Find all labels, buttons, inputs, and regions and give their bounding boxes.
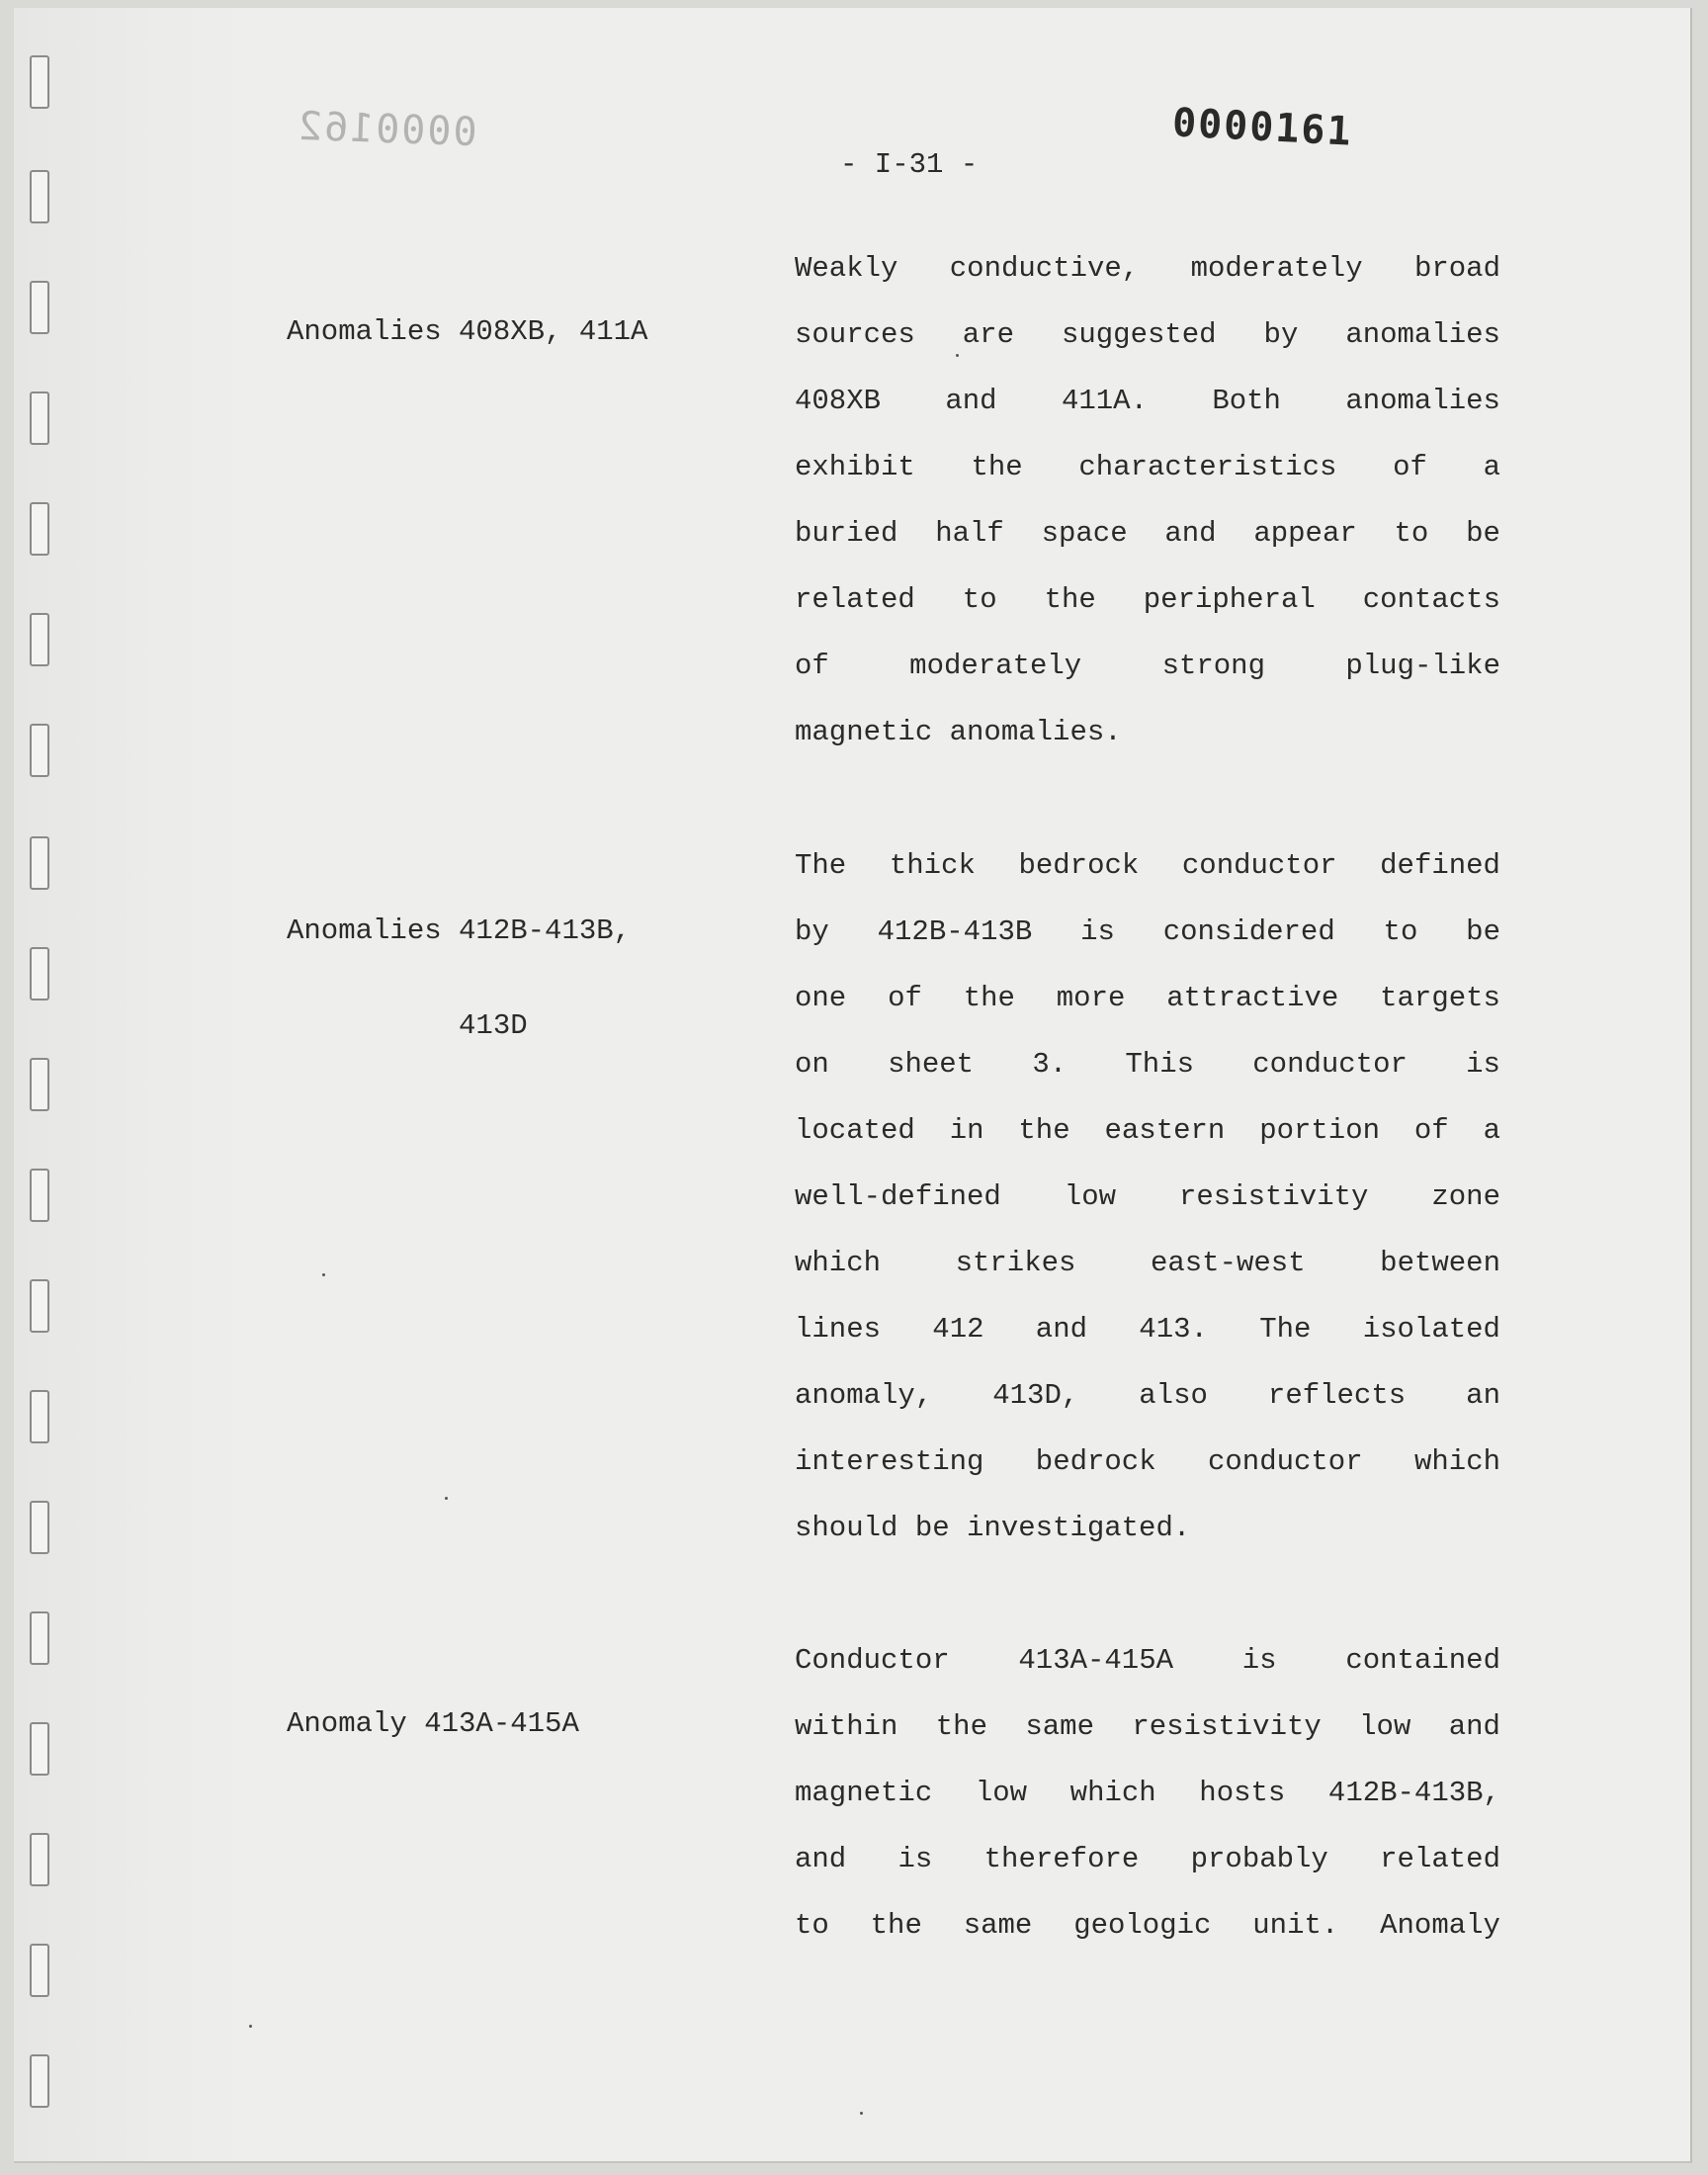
entry-body <box>795 235 1500 765</box>
entry-body <box>795 1627 1500 1958</box>
body-word: to <box>795 1909 829 1942</box>
punch-hole <box>30 724 49 777</box>
body-word: resistivity <box>1178 1180 1369 1213</box>
punch-hole <box>30 1501 49 1554</box>
body-word: in <box>949 1114 984 1147</box>
entry-label <box>287 852 631 1074</box>
body-line <box>795 1031 1500 1097</box>
body-word: probably <box>1190 1843 1328 1875</box>
body-line <box>795 1429 1500 1495</box>
punch-hole <box>30 947 49 1000</box>
body-word: and <box>795 1843 847 1875</box>
body-word: low <box>975 1777 1028 1809</box>
body-word: 411A. <box>1061 385 1148 417</box>
body-word: of <box>1413 1114 1449 1147</box>
body-word: to <box>1383 915 1418 948</box>
body-word: and <box>1448 1710 1500 1743</box>
body-word: moderately <box>1190 252 1363 285</box>
body-word: magnetic <box>795 1777 933 1809</box>
body-word: strong <box>1161 650 1265 682</box>
body-word: of <box>1393 451 1427 483</box>
body-line <box>795 699 1500 765</box>
body-word: bedrock <box>1018 849 1140 882</box>
body-word: be <box>1466 915 1500 948</box>
punch-hole <box>30 1279 49 1333</box>
body-word: isolated <box>1362 1313 1500 1346</box>
body-line <box>795 302 1500 368</box>
body-word: conductor <box>1181 849 1337 882</box>
body-word: the <box>1018 1114 1070 1147</box>
body-word: related <box>1380 1843 1500 1875</box>
body-word: 413A-415A <box>1018 1644 1174 1677</box>
body-line <box>795 965 1500 1031</box>
body-word: attractive <box>1166 982 1339 1014</box>
body-word: of <box>795 650 829 682</box>
body-word: strikes <box>955 1247 1076 1279</box>
body-line <box>795 434 1500 500</box>
body-line <box>795 633 1500 699</box>
punch-hole <box>30 1722 49 1776</box>
body-word: sheet <box>888 1048 975 1081</box>
body-word: appear <box>1253 517 1357 550</box>
document-stamp-number: 0000161 <box>1170 100 1354 155</box>
body-word: hosts <box>1199 1777 1286 1809</box>
body-word: considered <box>1162 915 1335 948</box>
body-line <box>795 1760 1500 1826</box>
body-word: This <box>1125 1048 1195 1081</box>
body-word: broad <box>1413 252 1500 285</box>
body-word: anomaly, <box>795 1379 933 1412</box>
body-word: low <box>1064 1180 1117 1213</box>
body-word: is <box>1241 1644 1277 1677</box>
body-word: exhibit <box>795 451 915 483</box>
body-word: located <box>795 1114 915 1147</box>
body-word: 408XB <box>795 385 882 417</box>
body-word: Both <box>1212 385 1281 417</box>
body-word: between <box>1380 1247 1500 1279</box>
body-word: a <box>1483 1114 1500 1147</box>
entry-label-line: Anomalies 412B-413B, <box>287 914 632 947</box>
body-word: to <box>1394 517 1429 550</box>
body-word: therefore <box>983 1843 1140 1875</box>
body-word: sources <box>795 318 915 351</box>
body-word: interesting <box>795 1445 984 1478</box>
body-word: bedrock <box>1035 1445 1156 1478</box>
body-line <box>795 368 1500 434</box>
punch-hole <box>30 1390 49 1443</box>
body-word: by <box>1263 318 1299 351</box>
body-word: anomalies <box>1345 385 1500 417</box>
body-word: zone <box>1431 1180 1500 1213</box>
body-line-text: should be investigated. <box>795 1512 1191 1544</box>
body-word: lines <box>795 1313 882 1346</box>
body-word: Anomaly <box>1380 1909 1500 1942</box>
body-word: Conductor <box>795 1644 950 1677</box>
entry-label-line: 413D <box>287 1009 528 1042</box>
body-word: within <box>795 1710 898 1743</box>
entry-label-line: Anomaly 413A-415A <box>287 1707 579 1740</box>
entry-label <box>287 1645 579 1772</box>
body-line <box>795 1694 1500 1760</box>
scan-speck <box>860 2112 863 2115</box>
body-word: and <box>945 385 997 417</box>
punch-hole <box>30 1058 49 1111</box>
punch-hole <box>30 55 49 109</box>
body-word: anomalies <box>1345 318 1500 351</box>
scan-speck <box>445 1497 448 1500</box>
body-word: 413. <box>1139 1313 1208 1346</box>
body-line <box>795 566 1500 633</box>
body-word: characteristics <box>1078 451 1337 483</box>
body-word: which <box>795 1247 882 1279</box>
body-line <box>795 832 1500 899</box>
body-word: a <box>1483 451 1500 483</box>
body-word: unit. <box>1252 1909 1339 1942</box>
body-word: conductor <box>1207 1445 1363 1478</box>
body-word: related <box>795 583 915 616</box>
body-line <box>795 1362 1500 1429</box>
body-word: defined <box>1380 849 1500 882</box>
body-word: 413D, <box>992 1379 1079 1412</box>
body-word: The <box>1259 1313 1312 1346</box>
body-word: contained <box>1345 1644 1500 1677</box>
scan-speck <box>322 1273 325 1276</box>
page-number: - I-31 - <box>840 148 979 181</box>
scan-speck <box>249 2025 252 2028</box>
punch-hole <box>30 613 49 666</box>
binding-margin <box>14 8 261 2161</box>
body-line <box>795 1627 1500 1694</box>
body-word: well-defined <box>795 1180 1001 1213</box>
body-line <box>795 1164 1500 1230</box>
body-word: the <box>870 1909 922 1942</box>
entry-body <box>795 832 1500 1561</box>
body-word: plug-like <box>1345 650 1500 682</box>
body-word: is <box>897 1843 933 1875</box>
body-word: eastern <box>1104 1114 1226 1147</box>
punch-hole <box>30 170 49 223</box>
body-word: 412 <box>932 1313 984 1346</box>
body-word: suggested <box>1061 318 1217 351</box>
body-word: thick <box>889 849 976 882</box>
body-line <box>795 1892 1500 1958</box>
body-line <box>795 500 1500 566</box>
body-word: moderately <box>909 650 1082 682</box>
entry-label-line: Anomalies 408XB, 411A <box>287 315 648 348</box>
body-word: on <box>795 1048 829 1081</box>
body-word: half <box>935 517 1004 550</box>
body-word: same <box>1025 1710 1094 1743</box>
body-word: by <box>795 915 829 948</box>
body-word: the <box>971 451 1023 483</box>
body-word: east-west <box>1150 1247 1306 1279</box>
bleed-through-stamp-number: 0000162 <box>296 103 478 156</box>
body-word: geologic <box>1073 1909 1212 1942</box>
body-word: The <box>795 849 847 882</box>
body-word: resistivity <box>1132 1710 1322 1743</box>
punch-hole <box>30 392 49 445</box>
body-line <box>795 1826 1500 1892</box>
body-word: to <box>962 583 997 616</box>
body-word: targets <box>1380 982 1500 1014</box>
body-line-text: magnetic anomalies. <box>795 716 1122 748</box>
body-word: 3. <box>1032 1048 1068 1081</box>
punch-hole <box>30 2054 49 2108</box>
body-word: same <box>963 1909 1033 1942</box>
body-word: Weakly <box>795 252 898 285</box>
body-word: the <box>963 982 1015 1014</box>
body-line <box>795 235 1500 302</box>
body-word: is <box>1466 1048 1500 1081</box>
body-word: is <box>1080 915 1115 948</box>
body-word: of <box>888 982 922 1014</box>
body-word: low <box>1359 1710 1411 1743</box>
punch-hole <box>30 281 49 334</box>
body-word: are <box>962 318 1014 351</box>
body-word: the <box>1044 583 1096 616</box>
body-line <box>795 1097 1500 1164</box>
punch-hole <box>30 1611 49 1665</box>
body-word: one <box>795 982 847 1014</box>
body-word: and <box>1164 517 1217 550</box>
body-word: which <box>1069 1777 1156 1809</box>
body-word: conductive, <box>949 252 1140 285</box>
punch-hole <box>30 1944 49 1997</box>
body-word: which <box>1413 1445 1500 1478</box>
body-word: be <box>1466 517 1500 550</box>
body-word: conductor <box>1252 1048 1408 1081</box>
body-line <box>795 1230 1500 1296</box>
body-word: 412B-413B <box>877 915 1033 948</box>
body-word: buried <box>795 517 898 550</box>
body-word: an <box>1466 1379 1500 1412</box>
body-word: also <box>1139 1379 1208 1412</box>
body-line <box>795 899 1500 965</box>
body-word: contacts <box>1362 583 1500 616</box>
body-word: and <box>1035 1313 1088 1346</box>
punch-hole <box>30 1833 49 1886</box>
body-line <box>795 1296 1500 1362</box>
body-line <box>795 1495 1500 1561</box>
punch-hole <box>30 502 49 556</box>
punch-hole <box>30 836 49 890</box>
body-word: the <box>935 1710 987 1743</box>
punch-hole <box>30 1169 49 1222</box>
body-word: peripheral <box>1143 583 1316 616</box>
body-word: more <box>1056 982 1126 1014</box>
body-word: space <box>1041 517 1128 550</box>
body-word: portion <box>1259 1114 1381 1147</box>
body-word: reflects <box>1267 1379 1407 1412</box>
entry-label <box>287 253 647 380</box>
body-word: 412B-413B, <box>1327 1777 1500 1809</box>
